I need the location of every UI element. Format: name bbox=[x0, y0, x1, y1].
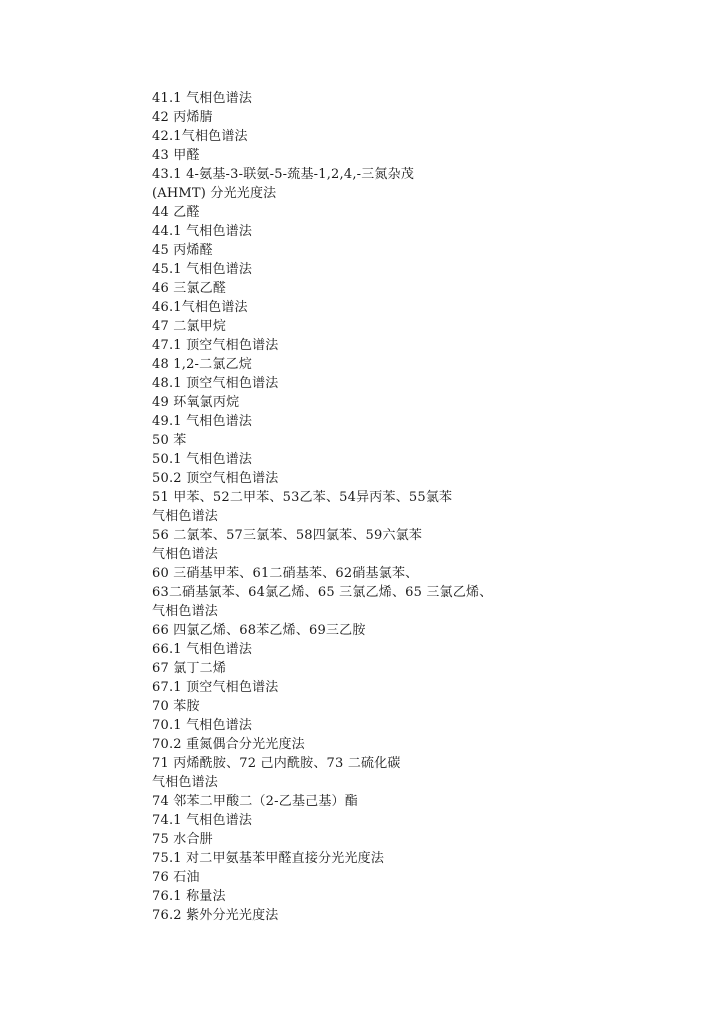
text-line: 50.2 顶空气相色谱法 bbox=[152, 471, 279, 486]
text-line: 气相色谱法 bbox=[152, 604, 219, 619]
text-line: 70.2 重氮偶合分光光度法 bbox=[152, 737, 305, 752]
text-line: 51 甲苯、52二甲苯、53乙苯、54异丙苯、55氯苯 bbox=[152, 490, 453, 505]
text-line: 48.1 顶空气相色谱法 bbox=[152, 376, 279, 391]
text-line: 48 1,2-二氯乙烷 bbox=[152, 357, 252, 372]
text-line: 74 邻苯二甲酸二（2-乙基己基）酯 bbox=[152, 794, 358, 809]
text-line: 42 丙烯腈 bbox=[152, 110, 213, 125]
text-line: 44.1 气相色谱法 bbox=[152, 224, 253, 239]
text-line: 60 三硝基甲苯、61二硝基苯、62硝基氯苯、 bbox=[152, 566, 419, 581]
text-line: 75 水合肼 bbox=[152, 832, 213, 847]
text-line: 46 三氯乙醛 bbox=[152, 281, 227, 296]
text-line: 45 丙烯醛 bbox=[152, 243, 213, 258]
text-line: 气相色谱法 bbox=[152, 509, 219, 524]
text-line: 50 苯 bbox=[152, 433, 187, 448]
text-line: 76 石油 bbox=[152, 870, 200, 885]
text-line: 63二硝基氯苯、64氯乙烯、65 三氯乙烯、65 三氯乙烯、 bbox=[152, 585, 493, 600]
text-line: 43 甲醛 bbox=[152, 148, 200, 163]
text-line: 41.1 气相色谱法 bbox=[152, 91, 253, 106]
text-line: 49.1 气相色谱法 bbox=[152, 414, 253, 429]
text-line: 47.1 顶空气相色谱法 bbox=[152, 338, 279, 353]
text-line: 66.1 气相色谱法 bbox=[152, 642, 253, 657]
text-line: 74.1 气相色谱法 bbox=[152, 813, 253, 828]
text-line: 42.1气相色谱法 bbox=[152, 129, 248, 144]
text-line: (AHMT) 分光光度法 bbox=[152, 186, 277, 201]
text-line: 66 四氯乙烯、68苯乙烯、69三乙胺 bbox=[152, 623, 366, 638]
text-line: 71 丙烯酰胺、72 己内酰胺、73 二硫化碳 bbox=[152, 756, 401, 771]
text-line: 50.1 气相色谱法 bbox=[152, 452, 253, 467]
text-line: 49 环氧氯丙烷 bbox=[152, 395, 240, 410]
document-body bbox=[152, 89, 672, 925]
text-line: 43.1 4-氨基-3-联氨-5-巯基-1,2,4,-三氮杂茂 bbox=[152, 167, 415, 182]
text-line: 47 二氯甲烷 bbox=[152, 319, 227, 334]
text-line: 76.2 紫外分光光度法 bbox=[152, 908, 279, 923]
text-line: 70 苯胺 bbox=[152, 699, 200, 714]
text-line: 46.1气相色谱法 bbox=[152, 300, 248, 315]
text-line: 气相色谱法 bbox=[152, 775, 219, 790]
text-line: 70.1 气相色谱法 bbox=[152, 718, 253, 733]
text-line: 44 乙醛 bbox=[152, 205, 200, 220]
text-line: 67.1 顶空气相色谱法 bbox=[152, 680, 279, 695]
text-line: 56 二氯苯、57三氯苯、58四氯苯、59六氯苯 bbox=[152, 528, 423, 543]
text-line: 67 氯丁二烯 bbox=[152, 661, 227, 676]
text-line: 气相色谱法 bbox=[152, 547, 219, 562]
text-line: 76.1 称量法 bbox=[152, 889, 226, 904]
text-line: 45.1 气相色谱法 bbox=[152, 262, 253, 277]
text-line: 75.1 对二甲氨基苯甲醛直接分光光度法 bbox=[152, 851, 385, 866]
